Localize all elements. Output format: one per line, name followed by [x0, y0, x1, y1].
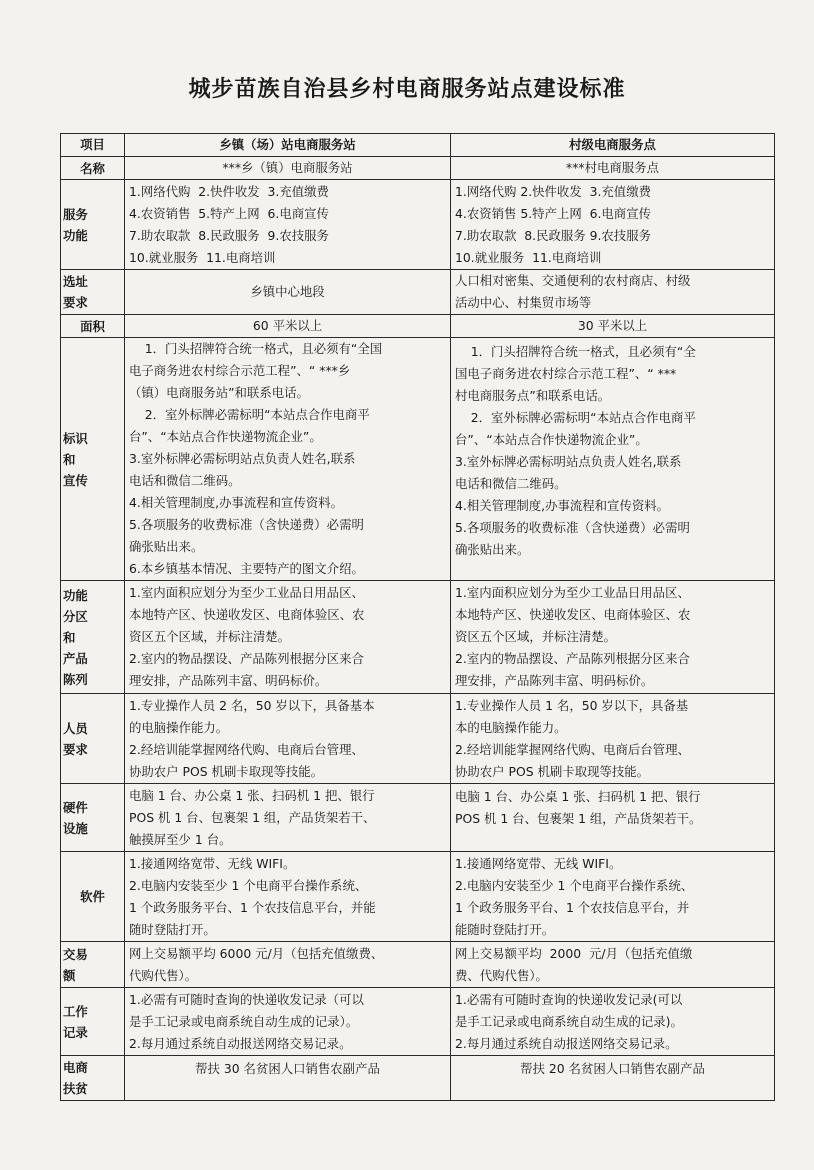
cell-line: 2.室内的物品摆设、产品陈列根据分区来合: [129, 651, 364, 666]
cell-line: 2.每月通过系统自动报送网络交易记录。: [455, 1035, 678, 1051]
cell-line: 2.经培训能掌握网络代购、电商后台管理、: [455, 741, 690, 757]
cell-line: 和: [63, 629, 76, 645]
cell-line: 台”、“本站点合作快递物流企业”。: [455, 432, 648, 447]
cell-line: 4.相关管理制度,办事流程和宣传资料。: [129, 495, 344, 510]
cell-line: 2.经培训能掌握网络代购、电商后台管理、: [129, 741, 364, 757]
cell-line: 3.室外标牌必需标明站点负责人姓名,联系: [455, 454, 682, 469]
cell-line: 1.专业操作人员 1 名，50 岁以下，具备基: [455, 697, 689, 713]
table-row-zoning: [61, 581, 775, 694]
cell-line: 记录: [63, 1024, 88, 1040]
cell-line: 硬件: [63, 799, 88, 815]
village-poverty-cell: 帮扶 20 名贫困人口销售农副产品: [451, 1056, 775, 1101]
table-row-site: [61, 270, 775, 315]
town-volume-cell: [125, 942, 451, 988]
village-area-cell: 30 平米以上: [451, 315, 775, 338]
cell-line: 人员: [63, 720, 88, 736]
row-label-services: [61, 180, 125, 270]
table-header-row: [61, 134, 775, 157]
cell-line: 要求: [63, 295, 88, 310]
village-software-cell: [451, 852, 775, 942]
cell-line: 理安排，产品陈列丰富、明码标价。: [129, 673, 328, 688]
village-records-cell: [451, 988, 775, 1056]
town-poverty-cell: 帮扶 30 名贫困人口销售农副产品: [125, 1056, 451, 1101]
village-volume-cell: [451, 942, 775, 988]
cell-line: 电商: [63, 1060, 88, 1075]
cell-line: 本地特产区、快递收发区、电商体验区、农: [455, 607, 691, 622]
cell-line: 的电脑操作能力。: [129, 719, 229, 735]
village-services-cell: [451, 180, 775, 270]
cell-line: 1.室内面积应划分为至少工业品日用品区、: [455, 585, 690, 600]
cell-line: 2.每月通过系统自动报送网络交易记录。: [129, 1035, 352, 1051]
cell-line: 随时登陆打开。: [129, 921, 216, 937]
cell-line: 6.本乡镇基本情况、主要特产的图文介绍。: [129, 561, 364, 576]
cell-line: 功能: [63, 227, 88, 243]
row-label-signage: [61, 338, 125, 581]
cell-line: 国电子商务进农村综合示范工程”、“ ***: [455, 366, 677, 381]
cell-line: 分区: [63, 608, 88, 624]
cell-line: 5.各项服务的收费标准（含快递费）必需明: [129, 517, 364, 532]
cell-line: 2．室外标牌必需标明“本站点合作电商平: [129, 407, 370, 422]
cell-line: 触摸屏至少 1 台。: [129, 831, 232, 847]
cell-line: 本地特产区、快递收发区、电商体验区、农: [129, 607, 365, 622]
cell-line: 产品: [63, 650, 88, 666]
town-hardware-cell: [125, 784, 451, 852]
cell-line: 台”、“本站点合作快递物流企业”。: [129, 429, 322, 444]
cell-line: 5.各项服务的收费标准（含快递费）必需明: [455, 520, 690, 535]
row-label-volume: [61, 942, 125, 988]
cell-line: 电话和微信二维码。: [455, 476, 567, 491]
header-village-point: 村级电商服务点: [451, 134, 775, 157]
table-row-signage: [61, 338, 775, 581]
table-row-records: [61, 988, 775, 1056]
cell-line: 4.相关管理制度,办事流程和宣传资料。: [455, 498, 670, 513]
cell-line: 是手工记录或电商系统自动生成的记录)。: [455, 1013, 683, 1029]
cell-line: 标识: [63, 430, 88, 446]
header-town-station: 乡镇（场）站电商服务站: [125, 134, 451, 157]
page-title: 城步苗族自治县乡村电商服务站点建设标准: [188, 77, 626, 102]
table-row-hardware: [61, 784, 775, 852]
cell-line: POS 机 1 台、包裹架 1 组，产品货架若干。: [455, 811, 702, 826]
cell-line: 电话和微信二维码。: [129, 473, 241, 488]
cell-line: 1．门头招牌符合统一格式，且必须有“全国: [129, 341, 383, 356]
town-services-cell: [125, 180, 451, 270]
cell-line: 活动中心、村集贸市场等: [455, 295, 592, 310]
town-records-cell: [125, 988, 451, 1056]
cell-line: 10.就业服务 11.电商培训: [129, 249, 276, 265]
town-site-cell: 乡镇中心地段: [125, 270, 451, 315]
cell-line: 费、代购代售）。: [455, 967, 548, 983]
header-item: 项目: [61, 134, 125, 157]
cell-line: 扶贫: [63, 1081, 88, 1096]
town-software-cell: [125, 852, 451, 942]
cell-line: 额: [63, 967, 76, 983]
cell-line: 3.室外标牌必需标明站点负责人姓名,联系: [129, 451, 356, 466]
cell-line: 1.接通网络宽带、无线 WIFI。: [129, 855, 296, 871]
cell-line: 确张贴出来。: [129, 539, 204, 554]
cell-line: （镇）电商服务站”和联系电话。: [129, 385, 309, 400]
town-signage-cell: [125, 338, 451, 581]
row-label-software: 软件: [61, 852, 125, 942]
cell-line: 2.室内的物品摆设、产品陈列根据分区来合: [455, 651, 690, 666]
cell-line: 网上交易额平均 2000 元/月（包括充值缴: [455, 945, 693, 961]
cell-line: 1.网络代购 2.快件收发 3.充值缴费: [129, 183, 329, 199]
cell-line: 4.农资销售 5.特产上网 6.电商宣传: [455, 205, 651, 221]
cell-line: 1.室内面积应划分为至少工业品日用品区、: [129, 585, 364, 600]
cell-line: 1 个政务服务平台、1 个农技信息平台，并: [455, 899, 690, 915]
cell-line: 理安排，产品陈列丰富、明码标价。: [455, 673, 654, 688]
cell-line: 陈列: [63, 671, 88, 687]
village-name-cell: ***村电商服务点: [451, 157, 775, 180]
cell-line: 选址: [63, 274, 88, 289]
cell-line: 资区五个区域，并标注清楚。: [129, 629, 291, 644]
cell-line: 4.农资销售 5.特产上网 6.电商宣传: [129, 205, 329, 221]
cell-line: 2.电脑内安装至少 1 个电商平台操作系统、: [129, 877, 368, 893]
village-signage-cell: [451, 338, 775, 581]
cell-line: 电脑 1 台、办公桌 1 张、扫码机 1 把、银行: [455, 789, 701, 804]
cell-line: 要求: [63, 741, 88, 757]
cell-line: 确张贴出来。: [455, 542, 530, 557]
cell-line: 7.助农取款 8.民政服务 9.农技服务: [129, 227, 329, 243]
town-staff-cell: [125, 694, 451, 784]
cell-line: 宣传: [63, 472, 88, 488]
village-zoning-cell: [451, 581, 775, 694]
cell-line: 10.就业服务 11.电商培训: [455, 249, 602, 265]
cell-line: 电子商务进农村综合示范工程”、“ ***乡: [129, 363, 351, 378]
cell-line: 电脑 1 台、办公桌 1 张、扫码机 1 把、银行: [129, 787, 375, 803]
table-row-area: [61, 315, 775, 338]
row-label-poverty: [61, 1056, 125, 1101]
cell-line: 2.电脑内安装至少 1 个电商平台操作系统、: [455, 877, 694, 893]
cell-line: 1．门头招牌符合统一格式，且必须有“全: [455, 344, 696, 359]
cell-line: 1.专业操作人员 2 名，50 岁以下，具备基本: [129, 697, 375, 713]
cell-line: 1.网络代购 2.快件收发 3.充值缴费: [455, 183, 651, 199]
row-label-staff: [61, 694, 125, 784]
town-area-cell: 60 平米以上: [125, 315, 451, 338]
row-label-records: [61, 988, 125, 1056]
cell-line: 代购代售）。: [129, 967, 198, 983]
cell-line: 1.必需有可随时查询的快递收发记录(可以: [455, 991, 683, 1007]
town-name-cell: ***乡（镇）电商服务站: [125, 157, 451, 180]
row-label-zoning: [61, 581, 125, 694]
cell-line: 能随时登陆打开。: [455, 921, 555, 937]
cell-line: 村电商服务点”和联系电话。: [455, 388, 611, 403]
cell-line: 设施: [63, 820, 88, 836]
table-row-volume: [61, 942, 775, 988]
row-label-area: 面积: [61, 315, 125, 338]
cell-line: 网上交易额平均 6000 元/月（包括充值缴费、: [129, 945, 384, 961]
cell-line: 交易: [63, 946, 88, 962]
cell-line: 7.助农取款 8.民政服务 9.农技服务: [455, 227, 651, 243]
cell-line: 工作: [63, 1003, 88, 1019]
table-row-software: [61, 852, 775, 942]
row-label-hardware: [61, 784, 125, 852]
cell-line: POS 机 1 台、包裹架 1 组，产品货架若干、: [129, 809, 376, 825]
cell-line: 人口相对密集、交通便利的农村商店、村级: [455, 273, 691, 288]
village-hardware-cell: [451, 784, 775, 852]
village-site-cell: [451, 270, 775, 315]
cell-line: 服务: [63, 206, 88, 222]
cell-line: 协助农户 POS 机刷卡取现等技能。: [129, 763, 324, 779]
cell-line: 本的电脑操作能力。: [455, 719, 567, 735]
cell-line: 和: [63, 451, 76, 467]
standards-table: [60, 133, 775, 1101]
town-zoning-cell: [125, 581, 451, 694]
table-row-staff: [61, 694, 775, 784]
cell-line: 资区五个区域，并标注清楚。: [455, 629, 617, 644]
table-row-name: [61, 157, 775, 180]
cell-line: 1 个政务服务平台、1 个农技信息平台，并能: [129, 899, 376, 915]
cell-line: 功能: [63, 587, 88, 603]
cell-line: 2．室外标牌必需标明“本站点合作电商平: [455, 410, 696, 425]
village-staff-cell: [451, 694, 775, 784]
cell-line: 协助农户 POS 机刷卡取现等技能。: [455, 763, 650, 779]
cell-line: 是手工记录或电商系统自动生成的记录）。: [129, 1013, 359, 1029]
row-label-site: [61, 270, 125, 315]
cell-line: 1.接通网络宽带、无线 WIFI。: [455, 855, 622, 871]
row-label-name: 名称: [61, 157, 125, 180]
cell-line: 1.必需有可随时查询的快递收发记录（可以: [129, 991, 364, 1007]
table-row-services: [61, 180, 775, 270]
table-row-poverty: [61, 1056, 775, 1101]
